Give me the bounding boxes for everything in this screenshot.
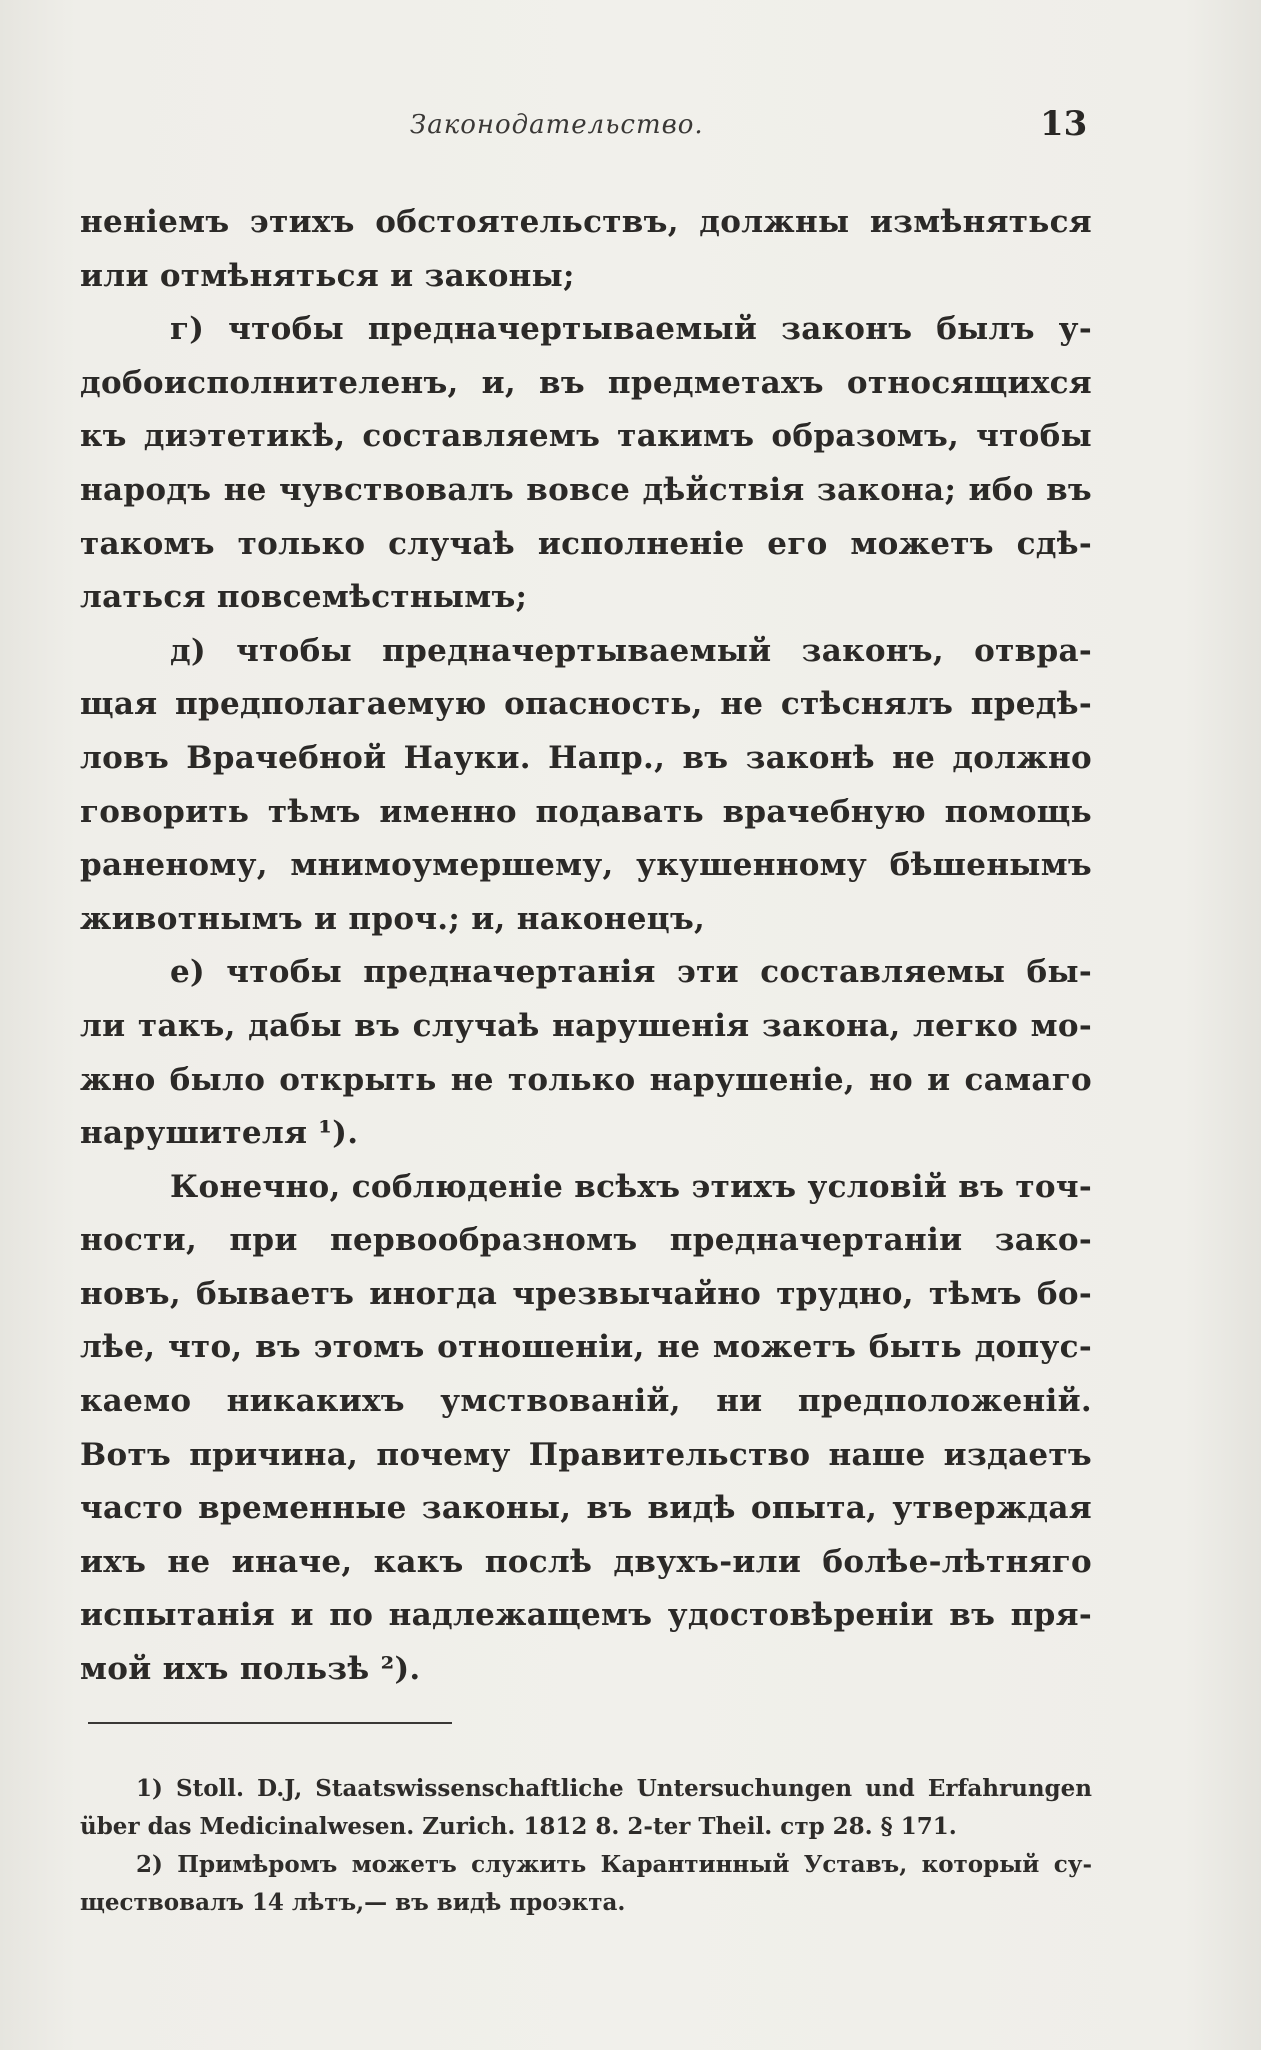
text-line: д) чтобы предначертываемый законъ, отвра- xyxy=(170,632,1092,669)
page-number: 13 xyxy=(1040,104,1088,144)
text-line: раненому, мнимоумершему, укушенному бѣшенымъ xyxy=(80,847,1092,884)
page-header xyxy=(0,104,1261,154)
text-line: говорить тѣмъ именно подавать врачебную помощь xyxy=(80,793,1092,830)
text-line: лѣе, что, въ этомъ отношеніи, не можетъ быть допус- xyxy=(80,1329,1092,1366)
text-line: ловъ Врачебной Науки. Напр., въ законѣ не должно xyxy=(80,739,1092,776)
text-line: латься повсемѣстнымъ; xyxy=(80,579,528,616)
text-line: или отмѣняться и законы; xyxy=(80,257,575,294)
text-line: щая предполагаемую опасность, не стѣснялъ предѣ- xyxy=(80,686,1092,723)
footnote-line: ществовалъ 14 лѣтъ,— въ видѣ проэкта. xyxy=(80,1889,626,1916)
footnote-line: 1) Stoll. D.J, Staatswissenschaftliche Untersuchungen und Erfahrungen xyxy=(136,1775,1092,1802)
text-line: добоисполнителенъ, и, въ предметахъ относящихся xyxy=(80,364,1092,401)
text-line: е) чтобы предначертанія эти составляемы бы- xyxy=(170,954,1092,991)
text-line: нарушителя ¹). xyxy=(80,1115,359,1152)
text-line: часто временные законы, въ видѣ опыта, утверждая xyxy=(80,1490,1092,1527)
footnote-divider xyxy=(88,1722,452,1724)
text-line: народъ не чувствовалъ вовсе дѣйствія закона; ибо въ xyxy=(80,471,1092,508)
footnote-line: 2) Примѣромъ можетъ служить Карантинный Уставъ, который су- xyxy=(136,1851,1092,1878)
text-line: каемо никакихъ умствованій, ни предположеній. xyxy=(80,1383,1092,1420)
text-line: ихъ не иначе, какъ послѣ двухъ-или болѣе-лѣтняго xyxy=(80,1543,1092,1580)
text-line: Конечно, соблюденіе всѣхъ этихъ условій въ точ- xyxy=(170,1168,1092,1205)
text-line: ности, при первообразномъ предначертаніи зако- xyxy=(80,1222,1092,1259)
text-line: животнымъ и проч.; и, наконецъ, xyxy=(80,900,706,937)
text-line: жно было открыть не только нарушеніе, но и самаго xyxy=(80,1061,1092,1098)
text-line: новъ, бываетъ иногда чрезвычайно трудно, тѣмъ бо- xyxy=(80,1275,1092,1312)
footnotes xyxy=(80,1770,1092,1922)
text-line: къ диэтетикѣ, составляемъ такимъ образомъ, чтобы xyxy=(80,418,1092,455)
text-line: такомъ только случаѣ исполненіе его можетъ сдѣ- xyxy=(80,525,1092,562)
text-line: мой ихъ пользѣ ²). xyxy=(80,1651,421,1688)
running-head: Законодательство. xyxy=(410,110,704,140)
text-line: ли такъ, дабы въ случаѣ нарушенія закона, легко мо- xyxy=(80,1007,1092,1044)
text-line: г) чтобы предначертываемый законъ былъ у- xyxy=(170,311,1092,348)
text-line: испытанія и по надлежащемъ удостовѣреніи въ пря- xyxy=(80,1597,1092,1634)
text-line: Вотъ причина, почему Правительство наше издаетъ xyxy=(80,1436,1092,1473)
body-text xyxy=(80,196,1092,1697)
footnote-line: über das Medicinalwesen. Zurich. 1812 8. 2-ter Theil. стр 28. § 171. xyxy=(80,1813,957,1840)
text-line: неніемъ этихъ обстоятельствъ, должны измѣняться xyxy=(80,204,1092,240)
